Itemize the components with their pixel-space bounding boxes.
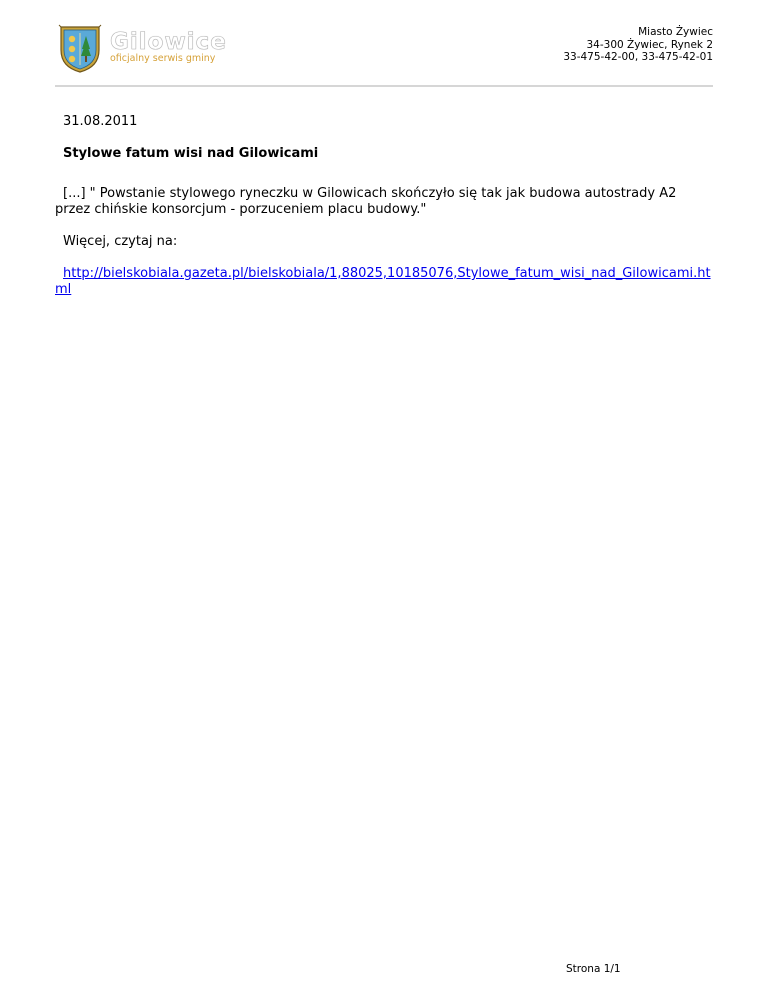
- logo-name: Gilowice: [110, 29, 227, 55]
- site-logo[interactable]: [55, 23, 255, 73]
- article: [55, 114, 715, 298]
- logo-tagline: oficjalny serwis gminy: [110, 53, 216, 64]
- source-link[interactable]: http://bielskobiala.gazeta.pl/bielskobiala/1,88025,10185076,Stylowe_fatum_wisi_nad_Gilowicami.html: [55, 266, 711, 297]
- header-divider: [55, 85, 713, 87]
- coat-of-arms-icon: [55, 23, 105, 73]
- contact-phones: 33-475-42-00, 33-475-42-01: [563, 51, 713, 64]
- source-link-container: [55, 266, 715, 298]
- read-more-label: Więcej, czytaj na:: [63, 234, 178, 249]
- contact-block: [563, 26, 713, 64]
- article-body: [...] " Powstanie stylowego ryneczku w Gilowicach skończyło się tak jak budowa autostrady A2 przez chińskie konsorcjum - porzuceniem placu budowy.": [55, 186, 677, 217]
- contact-city: Miasto Żywiec: [638, 26, 713, 38]
- page-number: Strona 1/1: [566, 963, 621, 975]
- article-title: Stylowe fatum wisi nad Gilowicami: [63, 146, 319, 161]
- contact-address: 34-300 Żywiec, Rynek 2: [586, 38, 713, 51]
- page-header: [0, 0, 768, 86]
- article-date: 31.08.2011: [63, 114, 138, 129]
